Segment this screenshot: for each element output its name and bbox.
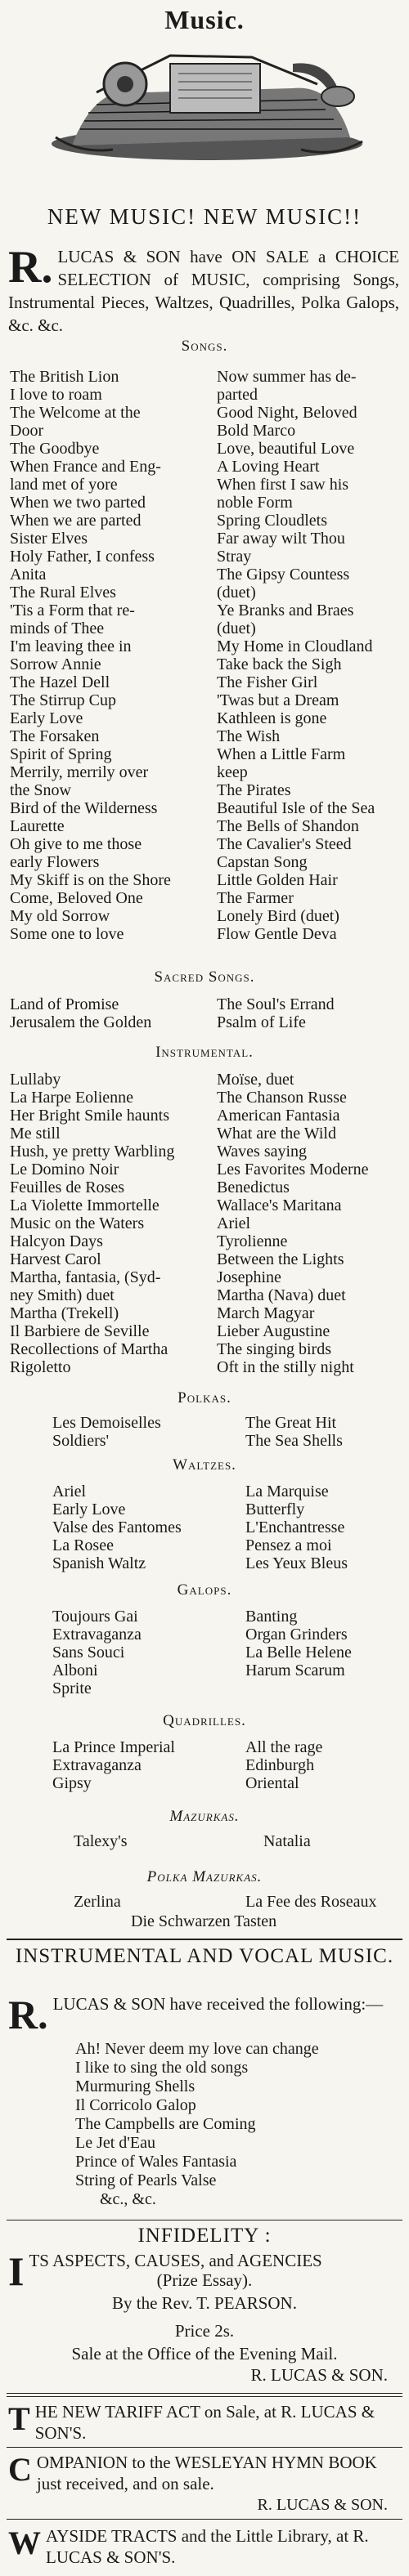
song-title: the Snow	[10, 781, 71, 799]
instrumental-right-column	[217, 1071, 369, 1376]
sacred-songs-heading: Sacred Songs.	[154, 968, 255, 986]
mazurka-right: Natalia	[263, 1832, 311, 1850]
galop-title: Sans Souci	[52, 1644, 125, 1661]
song-title: Some one to love	[10, 925, 124, 943]
song-title: Oh give to me those	[10, 835, 142, 853]
polkas-right-column	[245, 1414, 343, 1450]
infidelity-title: INFIDELITY :	[137, 2225, 272, 2247]
sacred-left-column	[10, 995, 151, 1031]
instrumental-title: The singing birds	[217, 1340, 331, 1358]
music-item: Ah! Never deem my love can change	[75, 2040, 319, 2058]
instrumental-title: Le Domino Noir	[10, 1161, 119, 1178]
music-item: String of Pearls Valse	[75, 2171, 217, 2189]
instrumental-title: Music on the Waters	[10, 1214, 145, 1232]
music-item: Murmuring Shells	[75, 2077, 196, 2095]
instrumental-left-column	[10, 1071, 174, 1376]
waltz-title: Ariel	[52, 1483, 87, 1500]
song-title: I'm leaving thee in	[10, 637, 132, 655]
polka-title: The Great Hit	[245, 1414, 337, 1432]
drop-cap: C	[8, 2451, 32, 2488]
instrumental-title: Les Favorites Moderne	[217, 1161, 369, 1178]
instrumental-title: Rigoletto	[10, 1358, 71, 1376]
divider	[7, 2393, 402, 2397]
sacred-song-title: Land of Promise	[10, 995, 119, 1013]
waltzes-right-column	[245, 1483, 348, 1572]
song-title: Stray	[217, 548, 252, 566]
music-item: The Campbells are Coming	[75, 2115, 256, 2133]
instrumental-title: Me still	[10, 1125, 61, 1143]
wayside-notice	[8, 2525, 399, 2568]
lead-text: LUCAS & SON have ON SALE a CHOICE SELECTION of MUSIC, comprising Songs, Instrumental Pieces, Waltzes, Quadrilles, Polka Galops, &c. &c.	[8, 247, 399, 335]
galops-right-column	[245, 1608, 352, 1679]
divider	[7, 2447, 402, 2448]
instrumental-title: Hush, ye pretty Warbling	[10, 1143, 175, 1161]
instrumental-title: What are the Wild	[217, 1125, 336, 1143]
song-title: Holy Father, I confess	[10, 548, 155, 566]
song-title: Capstan Song	[217, 853, 308, 871]
polka-mazurka-left: Zerlina	[74, 1893, 121, 1911]
instrumental-title: Martha (Nava) duet	[217, 1286, 346, 1304]
song-title: When first I saw his	[217, 476, 349, 494]
song-title: Sorrow Annie	[10, 655, 101, 673]
song-title: land met of yore	[10, 476, 118, 494]
instrumental-title: La Violette Immortelle	[10, 1196, 160, 1214]
polka-mazurka-last: Die Schwarzen Tasten	[131, 1912, 277, 1930]
drop-cap: R.	[8, 1992, 48, 2037]
galop-title: La Belle Helene	[245, 1644, 352, 1661]
drop-cap: I	[8, 2248, 25, 2294]
song-title: The Welcome at the	[10, 404, 141, 422]
divider	[7, 2519, 402, 2520]
song-title: Beautiful Isle of the Sea	[217, 799, 375, 817]
song-title: Bold Marco	[217, 422, 296, 440]
sacred-song-title: Jerusalem the Golden	[10, 1013, 152, 1031]
instrumental-title: American Fantasia	[217, 1107, 340, 1125]
song-title: I love to roam	[10, 386, 102, 404]
song-title: Spirit of Spring	[10, 745, 112, 763]
song-title: keep	[217, 763, 248, 781]
song-title: The Bells of Shandon	[217, 817, 359, 835]
sacred-right-column	[217, 995, 335, 1031]
instruments-vignette-icon	[47, 47, 366, 163]
galops-left-column	[52, 1608, 142, 1697]
tariff-text: HE NEW TARIFF ACT on Sale, at R. LUCAS & SON'S.	[34, 2402, 375, 2443]
instrumental-title: ney Smith) duet	[10, 1286, 115, 1304]
instrumental-title: Wallace's Maritana	[217, 1196, 342, 1214]
quadrille-title: Extravaganza	[52, 1756, 142, 1774]
song-title: The Farmer	[217, 889, 294, 907]
song-title: minds of Thee	[10, 619, 105, 637]
song-title: (duet)	[217, 584, 256, 602]
instrumental-title: Lullaby	[10, 1071, 61, 1089]
waltz-title: Les Yeux Bleus	[245, 1554, 348, 1572]
song-title: early Flowers	[10, 853, 100, 871]
instrumental-title: Recollections of Martha	[10, 1340, 169, 1358]
song-title: Anita	[10, 566, 47, 584]
wayside-text: AYSIDE TRACTS and the Little Library, at R. LUCAS & SON'S.	[46, 2526, 369, 2567]
waltz-title: L'Enchantresse	[245, 1518, 345, 1536]
song-title: The Rural Elves	[10, 584, 116, 602]
galop-title: Sprite	[52, 1679, 92, 1697]
instrumental-title: The Chanson Russe	[217, 1089, 347, 1107]
instrumental-title: Her Bright Smile haunts	[10, 1107, 169, 1125]
song-title: My Skiff is on the Shore	[10, 871, 171, 889]
song-title: Merrily, merrily over	[10, 763, 149, 781]
instrumental-title: Halcyon Days	[10, 1232, 103, 1250]
song-title: The Forsaken	[10, 727, 100, 745]
infidelity-line2: (Prize Essay).	[156, 2270, 253, 2290]
song-title: Love, beautiful Love	[217, 440, 355, 458]
polka-title: Les Demoiselles	[52, 1414, 161, 1432]
polka-title: The Sea Shells	[245, 1432, 343, 1450]
quadrille-title: Gipsy	[52, 1774, 92, 1792]
instrumental-heading: Instrumental.	[155, 1044, 254, 1061]
quadrilles-right-column	[245, 1738, 322, 1792]
song-title: The Goodbye	[10, 440, 100, 458]
instrumental-title: Josephine	[217, 1268, 281, 1286]
instrumental-title: Martha, fantasia, (Syd-	[10, 1268, 161, 1286]
instrumental-title: La Harpe Eolienne	[10, 1089, 134, 1107]
companion-sign: R. LUCAS & SON.	[257, 2496, 388, 2514]
galop-title: Organ Grinders	[245, 1626, 348, 1644]
song-title: The Cavalier's Steed	[217, 835, 352, 853]
song-title: Early Love	[10, 709, 83, 727]
drop-cap: W	[8, 2525, 41, 2561]
song-title: Sister Elves	[10, 530, 88, 548]
infidelity-price: Price 2s.	[174, 2321, 235, 2341]
new-music-headline: NEW MUSIC! NEW MUSIC!!	[47, 204, 362, 229]
song-title: Good Night, Beloved	[217, 404, 357, 422]
waltz-title: Spanish Waltz	[52, 1554, 146, 1572]
song-title: When France and Eng-	[10, 458, 161, 476]
song-title: The Pirates	[217, 781, 291, 799]
songs-right-column	[217, 368, 375, 943]
song-title: noble Form	[217, 494, 293, 512]
songs-heading: Songs.	[181, 338, 228, 355]
song-title: My Home in Cloudland	[217, 637, 373, 655]
companion-notice	[8, 2452, 399, 2494]
infidelity-sale: Sale at the Office of the Evening Mail.	[71, 2344, 338, 2364]
song-title: parted	[217, 386, 258, 404]
song-title: The Wish	[217, 727, 281, 745]
instrumental-title: Moïse, duet	[217, 1071, 294, 1089]
song-title: My old Sorrow	[10, 907, 110, 925]
song-title: Kathleen is gone	[217, 709, 327, 727]
instrumental-vocal-list	[75, 2040, 319, 2209]
galop-title: Alboni	[52, 1661, 98, 1679]
drop-cap: T	[8, 2400, 30, 2437]
song-title: Flow Gentle Deva	[217, 925, 337, 943]
page-title: Music.	[164, 5, 245, 34]
song-title: Now summer has de-	[217, 368, 357, 386]
music-item: I like to sing the old songs	[75, 2059, 249, 2077]
instrumental-title: Il Barbiere de Seville	[10, 1322, 150, 1340]
song-title: The British Lion	[10, 368, 119, 386]
waltzes-heading: Waltzes.	[173, 1456, 236, 1474]
song-title: A Loving Heart	[217, 458, 320, 476]
song-title: Laurette	[10, 817, 65, 835]
waltz-title: Butterfly	[245, 1500, 305, 1518]
galops-heading: Galops.	[177, 1581, 232, 1599]
infidelity-line1: TS ASPECTS, CAUSES, and AGENCIES	[29, 2251, 322, 2270]
quadrilles-heading: Quadrilles.	[163, 1712, 246, 1729]
instrumental-title: Harvest Carol	[10, 1250, 101, 1268]
quadrille-title: All the rage	[245, 1738, 323, 1756]
waltz-title: La Rosee	[52, 1536, 114, 1554]
lead-paragraph	[8, 242, 399, 337]
song-title: Lonely Bird (duet)	[217, 907, 339, 925]
instrumental-title: March Magyar	[217, 1304, 315, 1322]
instrumental-title: Feuilles de Roses	[10, 1178, 124, 1196]
tariff-notice	[8, 2401, 399, 2444]
instrumental-title: Benedictus	[217, 1178, 290, 1196]
polkas-left-column	[52, 1414, 161, 1450]
instrumental-title: Martha (Trekell)	[10, 1304, 119, 1322]
mazurka-left: Talexy's	[74, 1832, 128, 1850]
drop-cap: R.	[8, 242, 53, 293]
sacred-song-title: Psalm of Life	[217, 1013, 306, 1031]
instrumental-vocal-text: LUCAS & SON have received the following:—	[52, 1994, 384, 2014]
sacred-song-title: The Soul's Errand	[217, 995, 335, 1013]
song-title: 'Tis a Form that re-	[10, 602, 135, 619]
songs-left-column	[10, 368, 171, 943]
instrumental-title: Ariel	[217, 1214, 251, 1232]
divider	[7, 1939, 402, 1940]
waltzes-left-column	[52, 1483, 182, 1572]
mazurkas-heading: Mazurkas.	[169, 1808, 240, 1825]
instrumental-vocal-title: INSTRUMENTAL AND VOCAL MUSIC.	[15, 1945, 394, 1967]
song-title: Far away wilt Thou	[217, 530, 345, 548]
song-title: Door	[10, 422, 44, 440]
song-title: Come, Beloved One	[10, 889, 143, 907]
music-item: &c., &c.	[100, 2190, 156, 2208]
song-title: The Gipsy Countess	[217, 566, 350, 584]
music-item: Il Corricolo Galop	[75, 2096, 196, 2114]
instrumental-title: Tyrolienne	[217, 1232, 288, 1250]
quadrilles-left-column	[52, 1738, 175, 1792]
galop-title: Harum Scarum	[245, 1661, 345, 1679]
instrumental-vocal-paragraph	[8, 1992, 399, 2037]
song-title: The Hazel Dell	[10, 673, 110, 691]
waltz-title: La Marquise	[245, 1483, 329, 1500]
instrumental-title: Waves saying	[217, 1143, 308, 1161]
infidelity-sign: R. LUCAS & SON.	[250, 2365, 388, 2385]
song-title: Little Golden Hair	[217, 871, 338, 889]
music-item: Le Jet d'Eau	[75, 2134, 156, 2152]
music-item: Prince of Wales Fantasia	[75, 2153, 237, 2171]
song-title: When we are parted	[10, 512, 142, 530]
polka-mazurkas-heading: Polka Mazurkas.	[146, 1868, 263, 1885]
galop-title: Banting	[245, 1608, 298, 1626]
quadrille-title: Oriental	[245, 1774, 299, 1792]
waltz-title: Early Love	[52, 1500, 126, 1518]
song-title: When a Little Farm	[217, 745, 346, 763]
instrumental-title: Between the Lights	[217, 1250, 344, 1268]
song-title: 'Twas but a Dream	[217, 691, 339, 709]
quadrille-title: La Prince Imperial	[52, 1738, 175, 1756]
polkas-heading: Polkas.	[178, 1389, 231, 1407]
companion-text: OMPANION to the WESLEYAN HYMN BOOK just received, and on sale.	[36, 2453, 377, 2493]
song-title: Bird of the Wilderness	[10, 799, 158, 817]
galop-title: Toujours Gai	[52, 1608, 138, 1626]
song-title: Spring Cloudlets	[217, 512, 328, 530]
quadrille-title: Edinburgh	[245, 1756, 315, 1774]
waltz-title: Pensez a moi	[245, 1536, 332, 1554]
song-title: The Stirrup Cup	[10, 691, 116, 709]
song-title: When we two parted	[10, 494, 146, 512]
song-title: The Fisher Girl	[217, 673, 318, 691]
instrumental-title: Lieber Augustine	[217, 1322, 330, 1340]
polka-mazurka-right: La Fee des Roseaux	[245, 1893, 377, 1911]
instrumental-title: Oft in the stilly night	[217, 1358, 354, 1376]
polka-title: Soldiers'	[52, 1432, 110, 1450]
song-title: Ye Branks and Braes	[217, 602, 354, 619]
galop-title: Extravaganza	[52, 1626, 142, 1644]
infidelity-byline: By the Rev. T. PEARSON.	[112, 2293, 297, 2313]
waltz-title: Valse des Fantomes	[52, 1518, 182, 1536]
song-title: Take back the Sigh	[217, 655, 342, 673]
song-title: (duet)	[217, 619, 256, 637]
